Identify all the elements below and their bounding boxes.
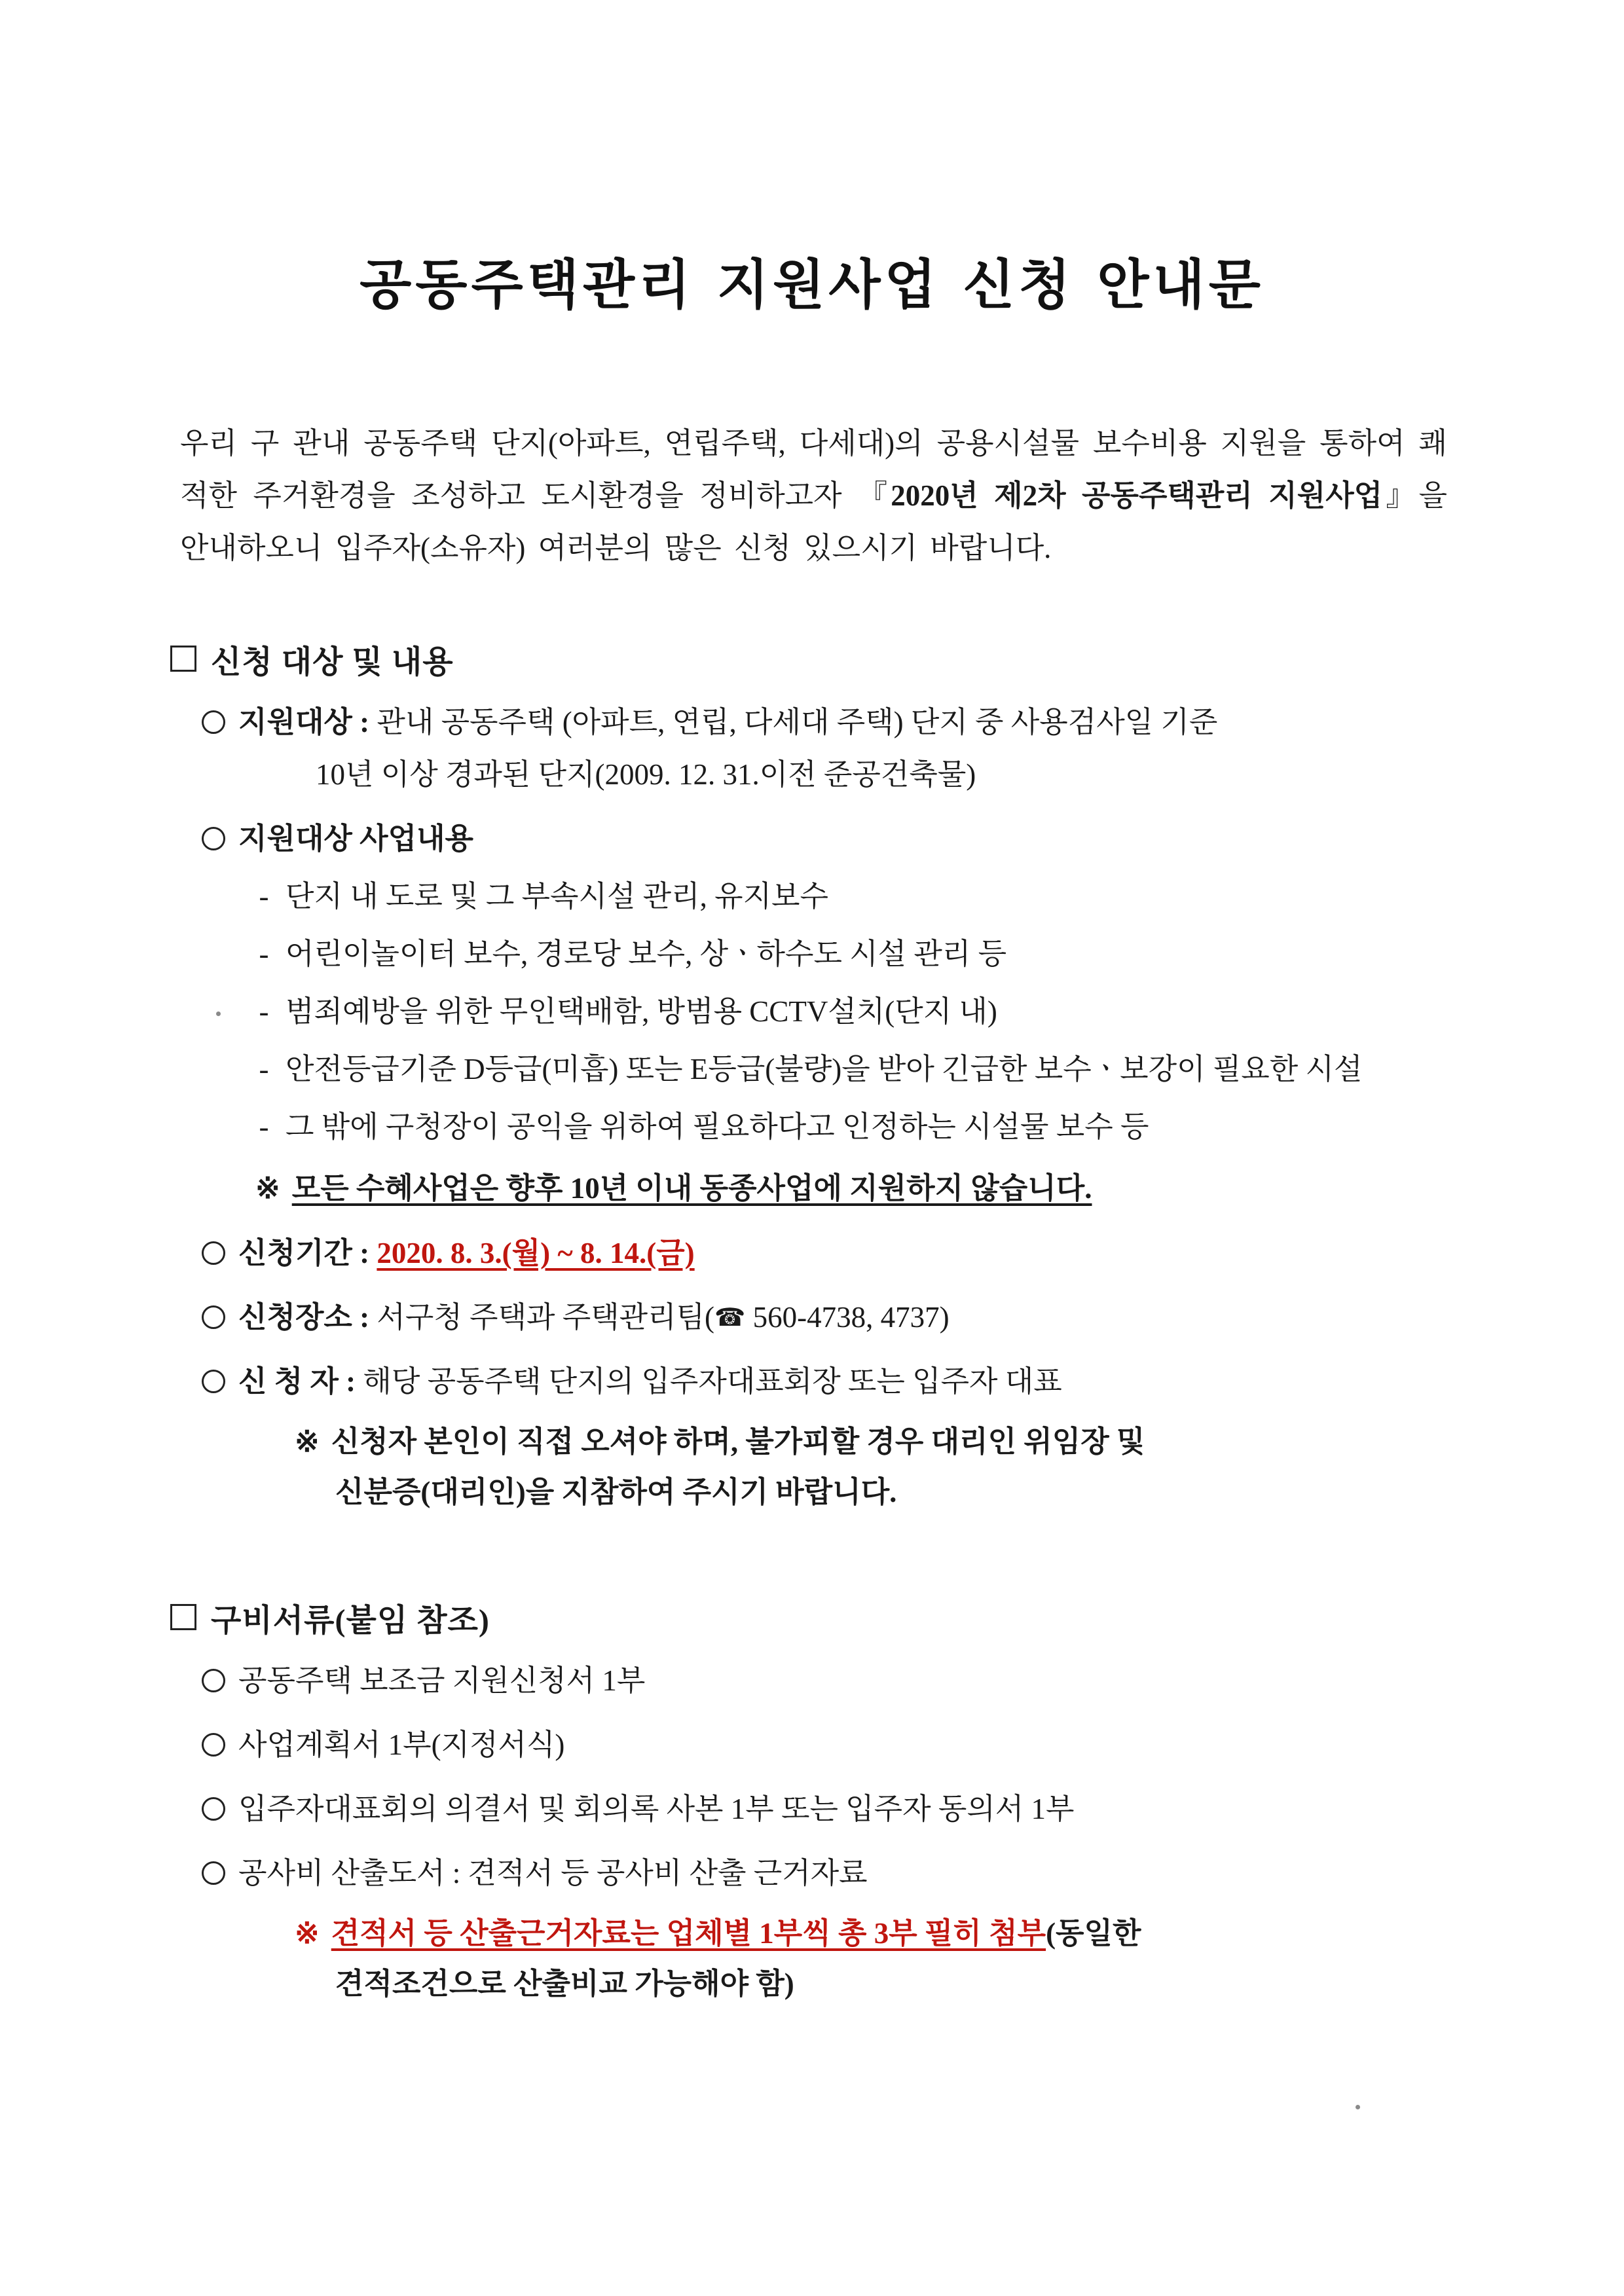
sub-list-item [255, 930, 1467, 977]
notice-text: 신청자 본인이 직접 오셔야 하며, 불가피할 경우 대리인 위임장 및 [331, 1425, 1145, 1459]
item-body: 관내 공동주택 (아파트, 연립, 다세대 주택) 단지 중 사용검사일 기준 [369, 706, 1218, 739]
list-item-text [238, 699, 1217, 746]
list-item [202, 1850, 1467, 1897]
list-item-text [238, 1230, 695, 1277]
dash-bullet-icon: - [259, 995, 269, 1029]
checkbox-icon [170, 646, 196, 672]
notice-text-tail: (동일한 [1046, 1916, 1141, 1950]
notice-text-line-2: 신분증(대리인)을 지참하여 주시기 바랍니다. [335, 1476, 897, 1509]
list-item-text: 공동주택 보조금 지원신청서 1부 [238, 1664, 646, 1697]
sub-list-item [255, 1103, 1467, 1150]
notice-text: 모든 수혜사업은 향후 10년 이내 동종사업에 지원하지 않습니다. [291, 1172, 1092, 1205]
circle-bullet-icon [202, 1797, 225, 1821]
dash-bullet-icon: - [259, 1053, 269, 1086]
circle-bullet-icon [202, 1241, 225, 1265]
phone-number: 560-4738, 4737) [745, 1301, 950, 1334]
circle-bullet-icon [202, 1669, 225, 1692]
notice-text-red: 견적서 등 산출근거자료는 업체별 1부씩 총 3부 필히 첨부 [331, 1916, 1046, 1950]
sub-list-item [255, 988, 1467, 1035]
sub-list-item-text: 범죄예방을 위한 무인택배함, 방범용 CCTV설치(단지 내) [286, 995, 997, 1029]
sub-list-item-text: 안전등급기준 D등급(미흡) 또는 E등급(불량)을 받아 긴급한 보수ㆍ보강이 필요한 시설 [286, 1053, 1363, 1086]
section-application-target [164, 636, 1467, 1516]
item-label: 신청기간 : [238, 1237, 370, 1270]
list-item [202, 1294, 1467, 1341]
dash-bullet-icon: - [259, 1110, 269, 1144]
checkbox-icon [170, 1604, 196, 1630]
circle-bullet-icon [202, 1861, 225, 1885]
list-item [202, 815, 1467, 862]
item-label: 신 청 자 : [238, 1365, 356, 1398]
circle-bullet-icon [202, 1733, 225, 1757]
section-required-documents [164, 1595, 1467, 2008]
intro-paragraph [180, 417, 1447, 574]
circle-bullet-icon [202, 827, 225, 850]
list-item-text [238, 1358, 1062, 1405]
application-period-value: 2020. 8. 3.(월) ~ 8. 14.(금) [377, 1237, 695, 1270]
list-item [202, 1721, 1467, 1768]
list-item [202, 1785, 1467, 1832]
sub-list-item-text: 단지 내 도로 및 그 부속시설 관리, 유지보수 [286, 880, 828, 913]
sub-list-item [255, 873, 1467, 920]
asterisk-icon: ※ [255, 1172, 280, 1205]
intro-part-1: 우리 구 관내 공동주택 단지(아파트, 연립주택, 다세대)의 공용시설물 보수비용 지원을 통하여 쾌적한 주거환경을 조성하고 도시환경을 정비하고자 『 [180, 427, 1447, 513]
sub-list-item-text: 그 밖에 구청장이 공익을 위하여 필요하다고 인정하는 시설물 보수 등 [286, 1110, 1149, 1144]
item-body: 해당 공동주택 단지의 입주자대표회장 또는 입주자 대표 [356, 1365, 1062, 1398]
list-item-text [238, 1294, 950, 1341]
list-item [202, 699, 1467, 746]
circle-bullet-icon [202, 1370, 225, 1393]
notice-text [331, 1910, 1141, 1958]
list-item [202, 1230, 1467, 1277]
item-label: 지원대상 : [238, 706, 370, 739]
dash-bullet-icon: - [259, 938, 269, 971]
section-1-heading-label: 신청 대상 및 내용 [211, 645, 454, 680]
item-label: 신청장소 : [238, 1301, 370, 1334]
circle-bullet-icon [202, 710, 225, 734]
list-item-text: 공사비 산출도서 : 견적서 등 공사비 산출 근거자료 [238, 1856, 868, 1889]
notice-line [295, 1910, 1467, 1958]
list-item-continuation: 10년 이상 경과된 단지(2009. 12. 31.이전 준공건축물) [316, 758, 976, 792]
list-item [202, 1358, 1467, 1405]
section-2-heading [170, 1595, 1467, 1640]
item-label: 지원대상 사업내용 [238, 822, 474, 856]
phone-icon: ☎ [714, 1304, 746, 1332]
sub-list-item [255, 1046, 1467, 1093]
notice-line [295, 1418, 1467, 1466]
list-item-text: 입주자대표회의 의결서 및 회의록 사본 1부 또는 입주자 동의서 1부 [238, 1792, 1075, 1825]
list-item-text: 사업계획서 1부(지정서식) [238, 1728, 565, 1761]
item-body: 서구청 주택과 주택관리팀( [369, 1301, 715, 1334]
scan-speck [216, 1011, 221, 1016]
asterisk-icon: ※ [295, 1916, 320, 1950]
intro-part-2: 』을 안내하오니 입주자(소유자) 여러분의 많은 신청 있으시기 바랍니다. [180, 479, 1447, 565]
scan-speck [1356, 2105, 1360, 2109]
notice-line [255, 1165, 1467, 1212]
asterisk-icon: ※ [295, 1425, 320, 1459]
section-1-heading [170, 636, 1467, 682]
sub-list-item-text: 어린이놀이터 보수, 경로당 보수, 상ㆍ하수도 시설 관리 등 [286, 938, 1007, 971]
page-title: 공동주택관리 지원사업 신청 안내문 [360, 254, 1264, 316]
intro-highlight: 2020년 제2차 공동주택관리 지원사업 [891, 479, 1383, 513]
circle-bullet-icon [202, 1305, 225, 1329]
dash-bullet-icon: - [259, 880, 269, 913]
list-item [202, 1657, 1467, 1704]
section-2-heading-label: 구비서류(붙임 참조) [211, 1603, 490, 1638]
notice-text-line-2: 견적조건으로 산출비교 가능해야 함) [335, 1967, 794, 2000]
